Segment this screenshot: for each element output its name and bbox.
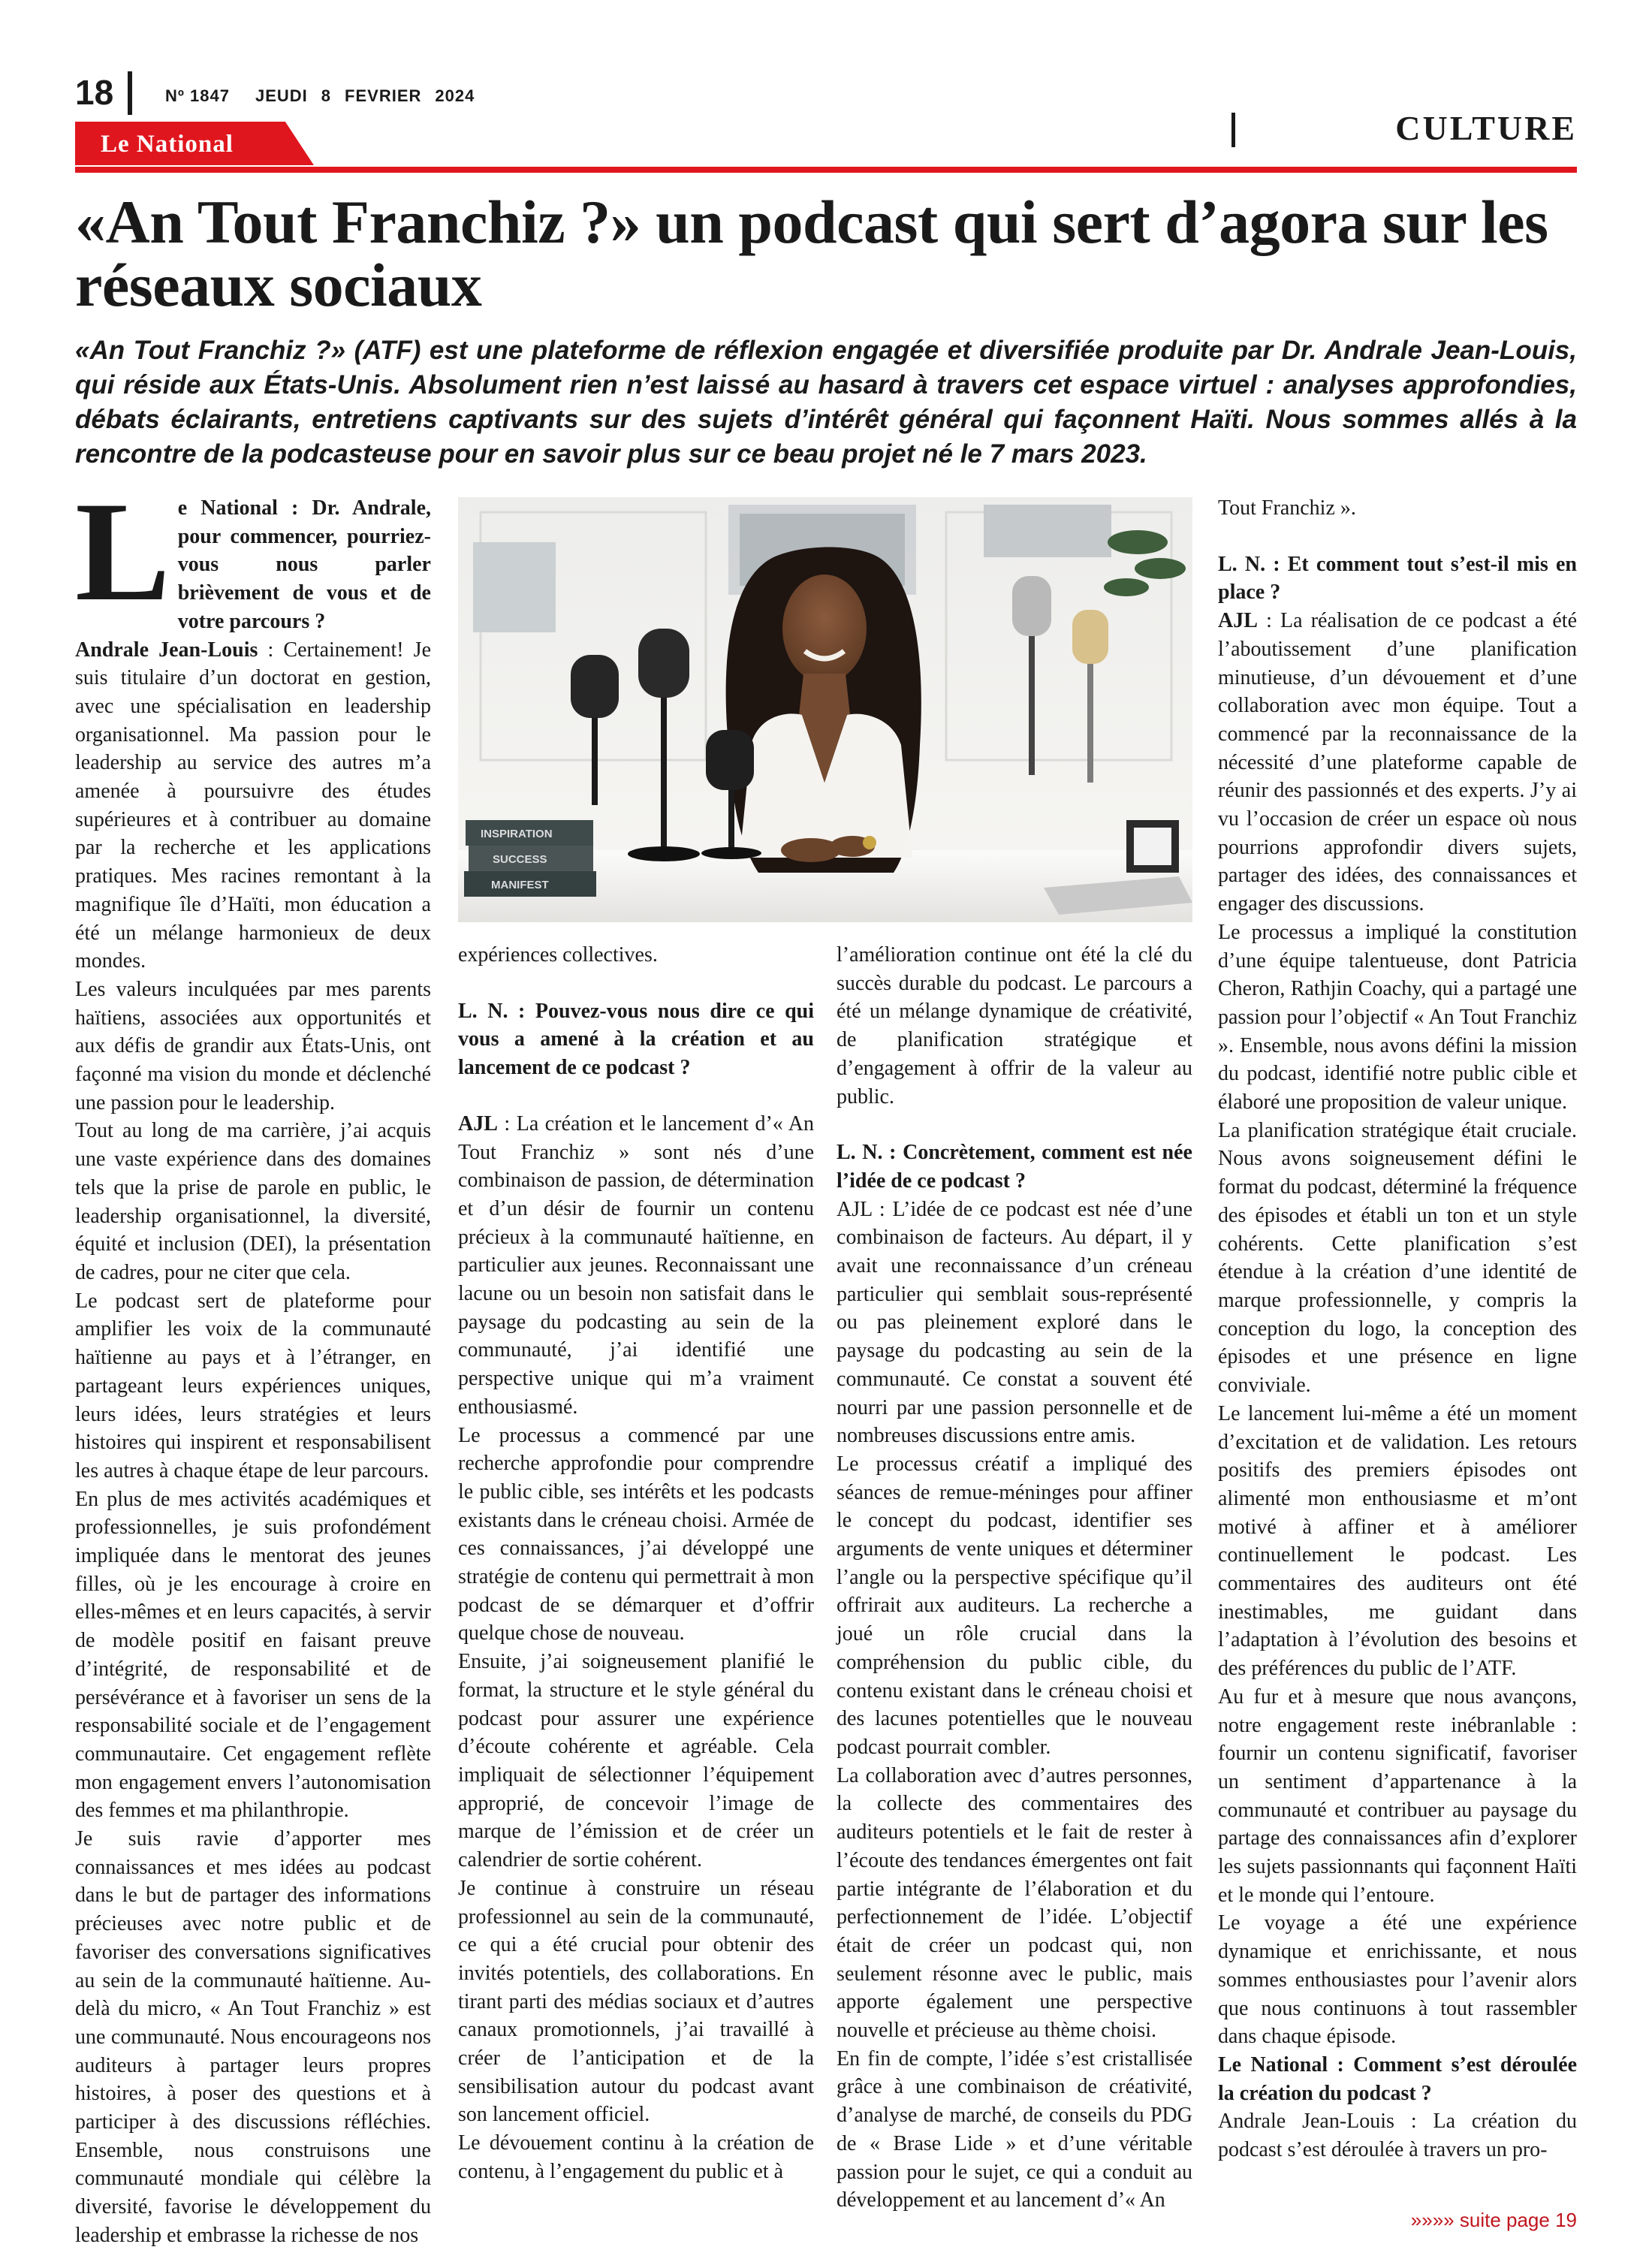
paragraph: Au fur et à mesure que nous avançons, notre engagement reste inébranlable : fournir un contenu significatif, favoriser un sentiment d’appartenance à la communauté et contribuer au paysage du partage des connaissances afin d’explorer les sujets passionnants qui façonnent Haïti et le monde qui l’entoure.: [1218, 1684, 1577, 1907]
brand-name: Le National: [101, 131, 234, 158]
article-photo: [458, 497, 1192, 922]
article-column-3: [837, 941, 1192, 2215]
speaker: Andrale Jean-Louis: [75, 638, 258, 662]
issue-number: Nº 1847: [165, 86, 230, 105]
paragraph: La planification stratégique était cruciale. Nous avons soigneusement défini le format du podcast, déterminé la fréquence des épisodes et établi un ton et un style cohérents. Cette planification s’est étendue à la création d’une identité de marque professionnelle, y compris la conception du logo, la conception des épisodes et une présence en ligne conviviale.: [1218, 1118, 1577, 1398]
answer-1: [75, 636, 431, 976]
paragraph: Le voyage a été une expérience dynamique et enrichissante, et nous sommes enthousiastes pour l’avenir alors que nous continuons à tout rassembler dans chaque épisode.: [1218, 1911, 1577, 2049]
question-5: Le National : Comment s’est déroulée la création du podcast ?: [1218, 2052, 1577, 2105]
issue-line: [165, 86, 500, 107]
answer-2: [458, 1110, 814, 1422]
answer-4: [1218, 607, 1577, 918]
paragraph: Je continue à construire un réseau professionnel au sein de la communauté, ce qui a été crucial pour obtenir des invités potentiels, des collaborations. En tirant parti des médias sociaux et d’autres canaux promotionnels, j’ai travaillé à créer de l’anticipation et de la sensibilisation autour du podcast avant son lancement officiel.: [458, 1876, 814, 2127]
continuation-link[interactable]: »»»» suite page 19: [1410, 2209, 1577, 2231]
paragraph: En plus de mes activités académiques et professionnelles, je suis profondément impliquée dans le mentorat des jeunes filles, où je les encourage à croire en elles-mêmes et en leurs capacités, à servir de modèle positif en faisant preuve d’intégrité, de responsabilité et de persévérance et à favoriser un sens de la responsabilité sociale et de l’engagement communautaire. Cet engagement reflète mon engagement envers l’autonomisation des femmes et ma philanthropie.: [75, 1487, 431, 1823]
article-title: «An Tout Franchiz ?» un podcast qui sert d’agora sur les réseaux sociaux: [75, 188, 1548, 319]
paragraph: Tout Franchiz ».: [1218, 496, 1356, 520]
paragraph: Le podcast sert de plateforme pour amplifier les voix de la communauté haïtienne au pays et à l’étranger, en partageant leurs expériences uniques, leurs idées, leurs stratégies et leurs histoires qui inspirent et responsabilisent les autres à chaque étape de leur parcours.: [75, 1289, 431, 1482]
paragraph: Je suis ravie d’apporter mes connaissances et mes idées au podcast dans le but de partager des informations précieuses avec notre public et de favoriser des conversations significatives au sein de la communauté haïtienne. Au-delà du micro, « An Tout Franchiz » est une communauté. Nous encourageons nos auditeurs à partager leurs propres histoires, à poser des questions et à participer à des discussions réfléchies. Ensemble, nous construisons une communauté mondiale qui célèbre la diversité, favorise le développement du leadership et embrasse la richesse de nos: [75, 1827, 431, 2247]
page-number: 18: [75, 73, 114, 112]
paragraph: Le processus a commencé par une recherche approfondie pour comprendre le public cible, ses intérêts et les podcasts existants dans le créneau choisi. Armée de ces connaissances, j’ai développé une stratégie de contenu qui permettrait à mon podcast de se démarquer et d’offrir quelque chose de nouveau.: [458, 1423, 814, 1645]
paragraph: En fin de compte, l’idée s’est cristallisée grâce à une combinaison de créativité, d’analyse de marché, de conseils du PDG de « Brase Lide » et d’une véritable passion pour le sujet, ce qui a conduit au développement et au lancement d’« An: [837, 2046, 1192, 2212]
paragraph: La collaboration avec d’autres personnes, la collecte des commentaires des auditeurs potentiels et le fait de rester à l’écoute des tendances émergentes ont fait partie intégrante de l’élaboration et du perfectionnement de l’idée. L’objectif était de créer un podcast qui, non seulement résonne avec le public, mais apporte également une perspective nouvelle et précieuse au thème choisi.: [837, 1763, 1192, 2043]
speaker: AJL: [1218, 609, 1258, 633]
issue-month: FEVRIER: [345, 86, 422, 105]
book-spine-inspiration: INSPIRATION: [481, 828, 553, 840]
paragraph: Le dévouement continu à la création de contenu, à l’engagement du public et à: [458, 2131, 814, 2183]
answer-5: Andrale Jean-Louis : La création du podcast s’est déroulée à travers un pro-: [1218, 2110, 1577, 2162]
speaker: AJL: [458, 1111, 498, 1136]
answer-text: : Certainement! Je suis titulaire d’un doctorat en gestion, avec une spécialisation en leadership organisationnel. Ma passion pour le leadership au service des autres m’a amenée à poursuivre des études supérieures et à contribuer au domaine par la recherche et les applications pratiques. Mes racines remontant à la magnifique île d’Haïti, mon éducation a été un mélange harmonieux de deux mondes.: [75, 638, 431, 973]
paragraph: Le processus créatif a impliqué des séances de remue-méninges pour affiner le concept du podcast, identifier ses arguments de vente uniques et déterminer l’angle ou la perspective spécifique qu’il offrirait aux auditeurs. La recherche a joué un rôle crucial dans la compréhension du public cible, du contenu existant dans le créneau choisi et des lacunes potentielles que le nouveau podcast pourrait combler.: [837, 1452, 1192, 1759]
article-column-1: [75, 473, 431, 2250]
question-4: L. N. : Et comment tout s’est-il mis en place ?: [1218, 552, 1577, 605]
paragraph: Le lancement lui-même a été un moment d’excitation et de validation. Les retours positifs des premiers épisodes ont alimenté mon enthousiasme et m’ont motivé à affiner et à améliorer continuellement le podcast. Les commentaires des auditeurs ont été inestimables, me guidant dans l’adaptation à l’évolution des besoins et des préférences du public de l’ATF.: [1218, 1401, 1577, 1681]
article-column-4: [1218, 494, 1577, 2164]
issue-year: 2024: [435, 86, 475, 105]
answer-text: : La réalisation de ce podcast a été l’aboutissement d’une planification minutieuse, d’un dévouement et d’une collaboration avec mon équipe. Tout a commencé par la reconnaissance de la nécessité d’une plateforme capable de réunir des passionnés et des experts. J’y ai vu l’occasion de créer un espace où nous pourrions approfondir divers sujets, partager des idées, des connaissances et engager des discussions.: [1218, 609, 1577, 916]
issue-day: 8: [321, 86, 332, 105]
article-lede: «An Tout Franchiz ?» (ATF) est une plateforme de réflexion engagée et diversifiée produite par Dr. Andrale Jean-Louis, qui réside aux États-Unis. Absolument rien n’est laissé au hasard à travers cet espace virtuel : analyses approfondies, débats éclairants, entretiens captivants sur des sujets d’intérêt général qui façonnent Haïti. Nous sommes allés à la rencontre de la podcasteuse pour en savoir plus sur ce beau projet né le 7 mars 2023.: [75, 336, 1577, 469]
header-rule: [75, 167, 1577, 173]
paragraph: Tout au long de ma carrière, j’ai acquis une vaste expérience dans des domaines tels que la prise de parole en public, le leadership organisationnel, la diversité, équité et inclusion (DEI), la présentation de cadres, pour ne citer que cela.: [75, 1119, 431, 1284]
paragraph: Ensuite, j’ai soigneusement planifié le format, la structure et le style général du podcast pour assurer une expérience d’écoute cohérente et agréable. Cela impliquait de sélectionner l’équipement approprié, de concevoir l’image de marque de l’émission et de créer un calendrier de sortie cohérent.: [458, 1650, 814, 1872]
paragraph: Les valeurs inculquées par mes parents haïtiens, associées aux opportunités et aux défis de grandir aux États-Unis, ont façonné ma vision du monde et déclenché une passion pour le leadership.: [75, 977, 431, 1114]
question-1: e National : Dr. Andrale, pour commencer, pourriez-vous nous parler brièvement de vous et de votre parcours ?: [177, 496, 431, 633]
book-spine-success: SUCCESS: [493, 853, 547, 866]
paragraph: Le processus a impliqué la constitution d’une équipe talentueuse, dont Patricia Cheron, Rathjin Coachy, qui a partagé une passion pour l’objectif « An Tout Franchiz ». Ensemble, nous avons défini la mission du podcast, identifié notre public cible et élaboré une proposition de valeur unique.: [1218, 920, 1577, 1114]
question-3: L. N. : Concrètement, comment est née l’idée de ce podcast ?: [837, 1141, 1192, 1193]
answer-3: AJL : L’idée de ce podcast est née d’une combinaison de facteurs. Au départ, il y avait une reconnaissance d’un créneau particulier qui semblait sous-représenté ou pas pleinement exploré dans le paysage du podcasting au sein de la communauté. Ce constat a souvent été nourri par une passion personnelle et de nombreuses discussions entre amis.: [837, 1197, 1192, 1448]
section-divider: [1231, 113, 1235, 147]
section-name: CULTURE: [1395, 109, 1577, 147]
article-column-2: [458, 941, 814, 2186]
book-spine-manifest: MANIFEST: [491, 879, 549, 891]
paragraph: expériences collectives.: [458, 943, 658, 967]
answer-text: : La création et le lancement d’« An Tout Franchiz » sont nés d’une combinaison de passion, de détermination et d’un désir de fournir un contenu précieux à la communauté haïtienne, en particulier aux jeunes. Reconnaissant une lacune ou un besoin non satisfait dans le paysage du podcasting au sein de la communauté, j’ai identifié une perspective unique qui m’a vraiment enthousiasmé.: [458, 1111, 814, 1419]
paragraph: l’amélioration continue ont été la clé du succès durable du podcast. Le parcours a été un mélange dynamique de créativité, de planification stratégique et d’engagement à offrir de la valeur au public.: [837, 943, 1192, 1108]
issue-weekday: JEUDI: [255, 86, 308, 105]
header-divider: [128, 71, 132, 115]
question-2: L. N. : Pouvez-vous nous dire ce qui vous a amené à la création et au lancement de ce podcast ?: [458, 999, 814, 1080]
drop-cap: L: [75, 473, 170, 631]
